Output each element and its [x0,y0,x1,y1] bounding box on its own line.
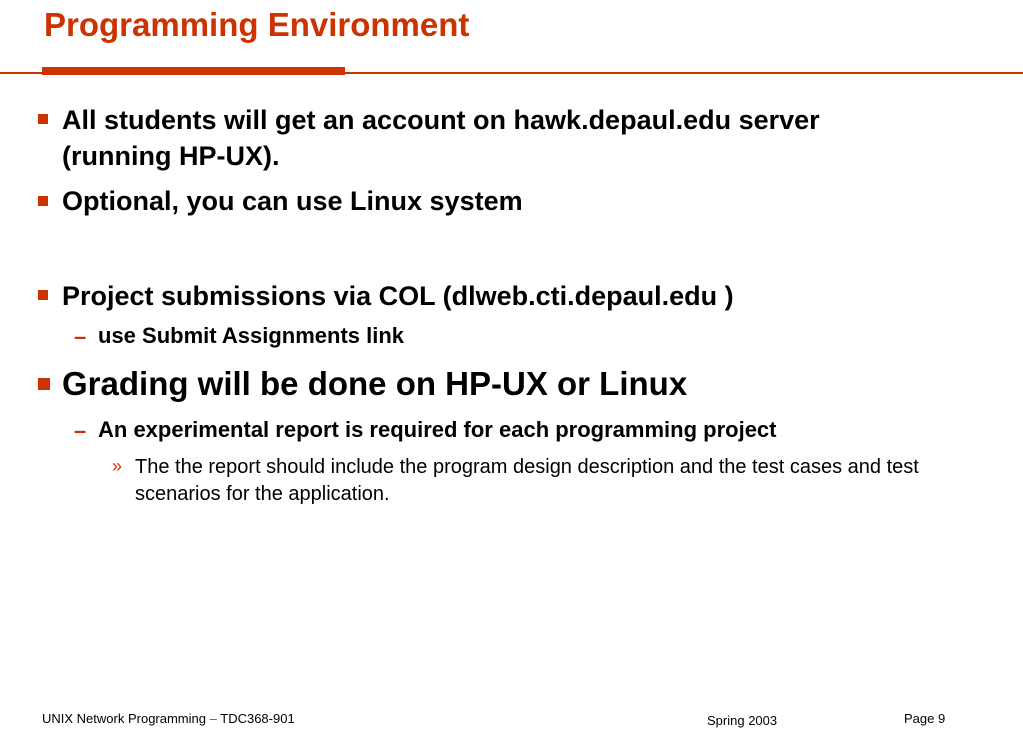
slide-title: Programming Environment [44,6,470,43]
square-bullet-icon [38,114,48,124]
footer-course-name: UNIX Network Programming [42,711,206,726]
footer-page-number: Page 9 [904,711,946,726]
bullet-item: Grading will be done on HP-UX or Linux [62,365,688,402]
footer-separator: – [209,711,217,726]
square-bullet-icon [38,290,48,300]
sub-bullet-item: use Submit Assignments link [98,323,405,348]
title-accent-bar [42,67,345,75]
sub-bullet-item: An experimental report is required for each programming project [98,417,777,442]
footer-course [42,711,295,726]
bullet-item: Project submissions via COL (dlweb.cti.depaul.edu ) [62,281,734,311]
double-chevron-bullet-icon: » [112,456,123,476]
square-bullet-icon [38,196,48,206]
dash-bullet-icon: – [74,324,87,349]
square-bullet-icon [38,378,50,390]
sub-sub-bullet-item: The the report should include the program design description and the test cases and test scenarios for the application. [135,456,919,505]
footer-course-code: TDC368-901 [220,711,295,726]
dash-bullet-icon: – [74,418,87,443]
bullet-item: All students will get an account on hawk.depaul.edu server (running HP-UX). [62,105,820,171]
footer-term: Spring 2003 [707,713,778,728]
bullet-item: Optional, you can use Linux system [62,186,523,216]
